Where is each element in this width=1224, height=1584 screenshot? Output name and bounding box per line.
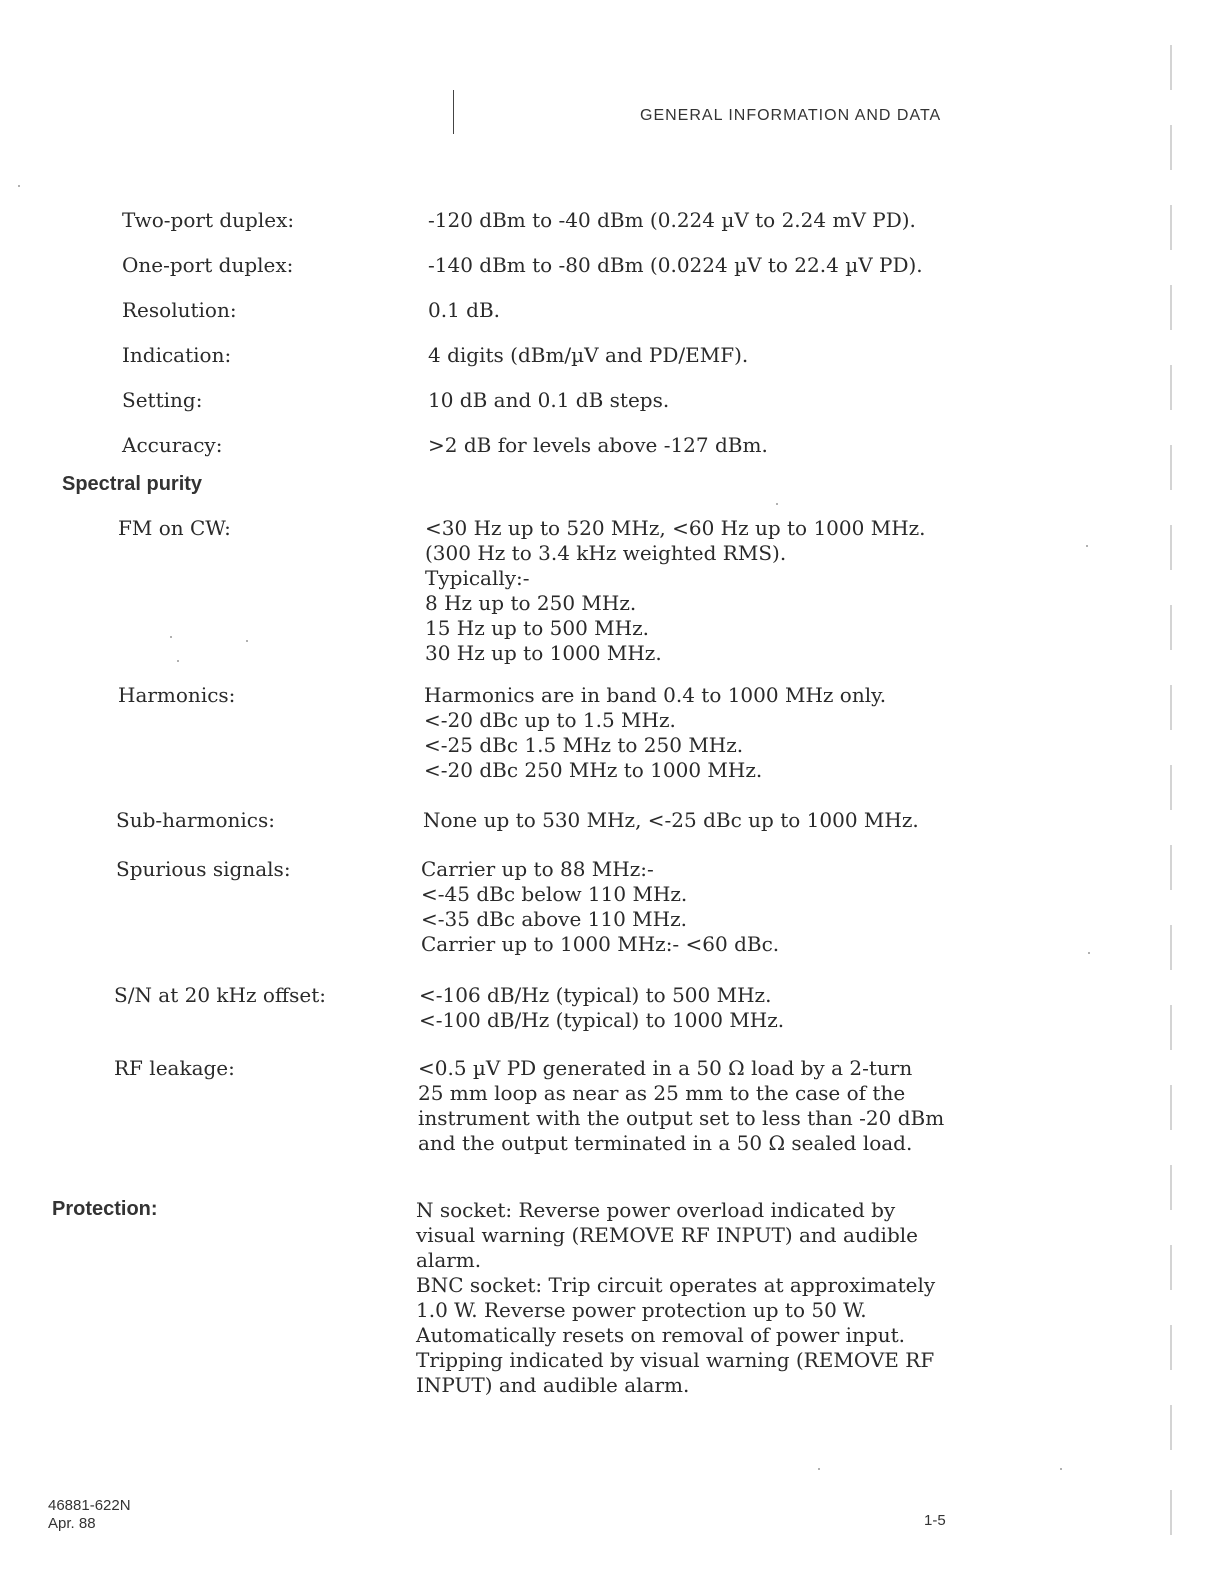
value-line: alarm. xyxy=(416,1248,482,1272)
value-line: INPUT) and audible alarm. xyxy=(416,1373,690,1397)
section-heading-protection: Protection: xyxy=(52,1198,158,1220)
value-line: <-25 dBc 1.5 MHz to 250 MHz. xyxy=(424,733,744,757)
footer-page-number: 1-5 xyxy=(924,1512,946,1529)
scan-margin-mark xyxy=(1170,1405,1172,1450)
scan-margin-mark xyxy=(1170,1325,1172,1370)
value-line: <30 Hz up to 520 MHz, <60 Hz up to 1000 MHz. xyxy=(425,516,926,540)
scan-margin-mark xyxy=(1170,1165,1172,1210)
footer-doc-number: 46881-622N xyxy=(48,1497,131,1514)
value-line: <0.5 µV PD generated in a 50 Ω load by a 2-turn xyxy=(418,1056,913,1080)
scan-margin-mark xyxy=(1170,1245,1172,1290)
label-two-port-duplex: Two-port duplex: xyxy=(122,208,295,232)
label-accuracy: Accuracy: xyxy=(122,433,223,457)
section-heading-spectral-purity: Spectral purity xyxy=(62,473,203,495)
scan-speck xyxy=(177,660,179,662)
value-one-port-duplex: -140 dBm to -80 dBm (0.0224 µV to 22.4 µV PD). xyxy=(428,253,923,277)
value-line: Tripping indicated by visual warning (REMOVE RF xyxy=(416,1348,935,1372)
value-sub-harmonics xyxy=(423,808,919,833)
value-line: Carrier up to 88 MHz:- xyxy=(421,857,654,881)
value-line: <-106 dB/Hz (typical) to 500 MHz. xyxy=(419,983,772,1007)
value-two-port-duplex: -120 dBm to -40 dBm (0.224 µV to 2.24 mV PD). xyxy=(428,208,916,232)
scan-margin-mark xyxy=(1170,365,1172,410)
scan-margin-mark xyxy=(1170,845,1172,890)
scan-margin-mark xyxy=(1170,1005,1172,1050)
value-line: 8 Hz up to 250 MHz. xyxy=(425,591,637,615)
footer-doc-info xyxy=(48,1497,131,1533)
scan-margin-mark xyxy=(1170,765,1172,810)
scan-margin-mark xyxy=(1170,1085,1172,1130)
value-line: <-100 dB/Hz (typical) to 1000 MHz. xyxy=(419,1008,785,1032)
page-header-title: GENERAL INFORMATION AND DATA xyxy=(640,107,942,124)
value-resolution: 0.1 dB. xyxy=(428,298,501,322)
scan-speck xyxy=(1060,1468,1062,1470)
scan-margin-mark xyxy=(1170,205,1172,250)
scan-margin-mark xyxy=(1170,605,1172,650)
label-harmonics: Harmonics: xyxy=(118,683,236,707)
value-line: and the output terminated in a 50 Ω sealed load. xyxy=(418,1131,913,1155)
value-line: None up to 530 MHz, <-25 dBc up to 1000 MHz. xyxy=(423,808,919,832)
label-one-port-duplex: One-port duplex: xyxy=(122,253,294,277)
header-divider xyxy=(453,90,454,134)
scan-margin-mark xyxy=(1170,285,1172,330)
value-spurious-signals xyxy=(421,857,779,957)
label-resolution: Resolution: xyxy=(122,298,237,322)
scan-speck xyxy=(246,640,248,642)
value-line: BNC socket: Trip circuit operates at approximately xyxy=(416,1273,936,1297)
scan-speck xyxy=(776,503,778,505)
value-harmonics xyxy=(424,683,886,783)
value-line: <-45 dBc below 110 MHz. xyxy=(421,882,688,906)
scan-margin-mark xyxy=(1170,445,1172,490)
scan-speck xyxy=(1088,952,1090,954)
value-sn-offset xyxy=(419,983,784,1033)
value-line: instrument with the output set to less than -20 dBm xyxy=(418,1106,945,1130)
value-line: 30 Hz up to 1000 MHz. xyxy=(425,641,662,665)
label-setting: Setting: xyxy=(122,388,203,412)
value-line: 1.0 W. Reverse power protection up to 50 W. xyxy=(416,1298,867,1322)
value-protection xyxy=(416,1198,935,1398)
value-line: Carrier up to 1000 MHz:- <60 dBc. xyxy=(421,932,780,956)
value-rf-leakage xyxy=(418,1056,944,1156)
label-indication: Indication: xyxy=(122,343,232,367)
value-line: visual warning (REMOVE RF INPUT) and audible xyxy=(416,1223,918,1247)
label-rf-leakage: RF leakage: xyxy=(114,1056,235,1080)
value-line: <-20 dBc 250 MHz to 1000 MHz. xyxy=(424,758,763,782)
scan-margin-mark xyxy=(1170,1490,1172,1535)
value-line: 25 mm loop as near as 25 mm to the case of the xyxy=(418,1081,906,1105)
value-setting: 10 dB and 0.1 dB steps. xyxy=(428,388,670,412)
scan-margin-mark xyxy=(1170,45,1172,90)
scan-margin-mark xyxy=(1170,525,1172,570)
value-indication: 4 digits (dBm/µV and PD/EMF). xyxy=(428,343,749,367)
value-line: Typically:- xyxy=(425,566,530,590)
value-line: (300 Hz to 3.4 kHz weighted RMS). xyxy=(425,541,787,565)
scan-margin-mark xyxy=(1170,925,1172,970)
scan-margin-mark xyxy=(1170,125,1172,170)
value-line: Harmonics are in band 0.4 to 1000 MHz only. xyxy=(424,683,887,707)
value-line: Automatically resets on removal of power input. xyxy=(416,1323,905,1347)
label-fm-on-cw: FM on CW: xyxy=(118,516,231,540)
value-line: 15 Hz up to 500 MHz. xyxy=(425,616,649,640)
scan-speck xyxy=(818,1468,820,1470)
scan-margin-mark xyxy=(1170,685,1172,730)
scan-speck xyxy=(170,636,172,638)
value-fm-on-cw xyxy=(425,516,926,666)
label-spurious-signals: Spurious signals: xyxy=(116,857,291,881)
value-line: <-20 dBc up to 1.5 MHz. xyxy=(424,708,676,732)
scan-speck xyxy=(1086,545,1088,547)
scan-speck xyxy=(18,185,20,187)
value-accuracy: >2 dB for levels above -127 dBm. xyxy=(428,433,768,457)
footer-date: Apr. 88 xyxy=(48,1515,96,1532)
value-line: N socket: Reverse power overload indicated by xyxy=(416,1198,896,1222)
label-sub-harmonics: Sub-harmonics: xyxy=(116,808,275,832)
value-line: <-35 dBc above 110 MHz. xyxy=(421,907,687,931)
label-sn-offset: S/N at 20 kHz offset: xyxy=(114,983,327,1007)
